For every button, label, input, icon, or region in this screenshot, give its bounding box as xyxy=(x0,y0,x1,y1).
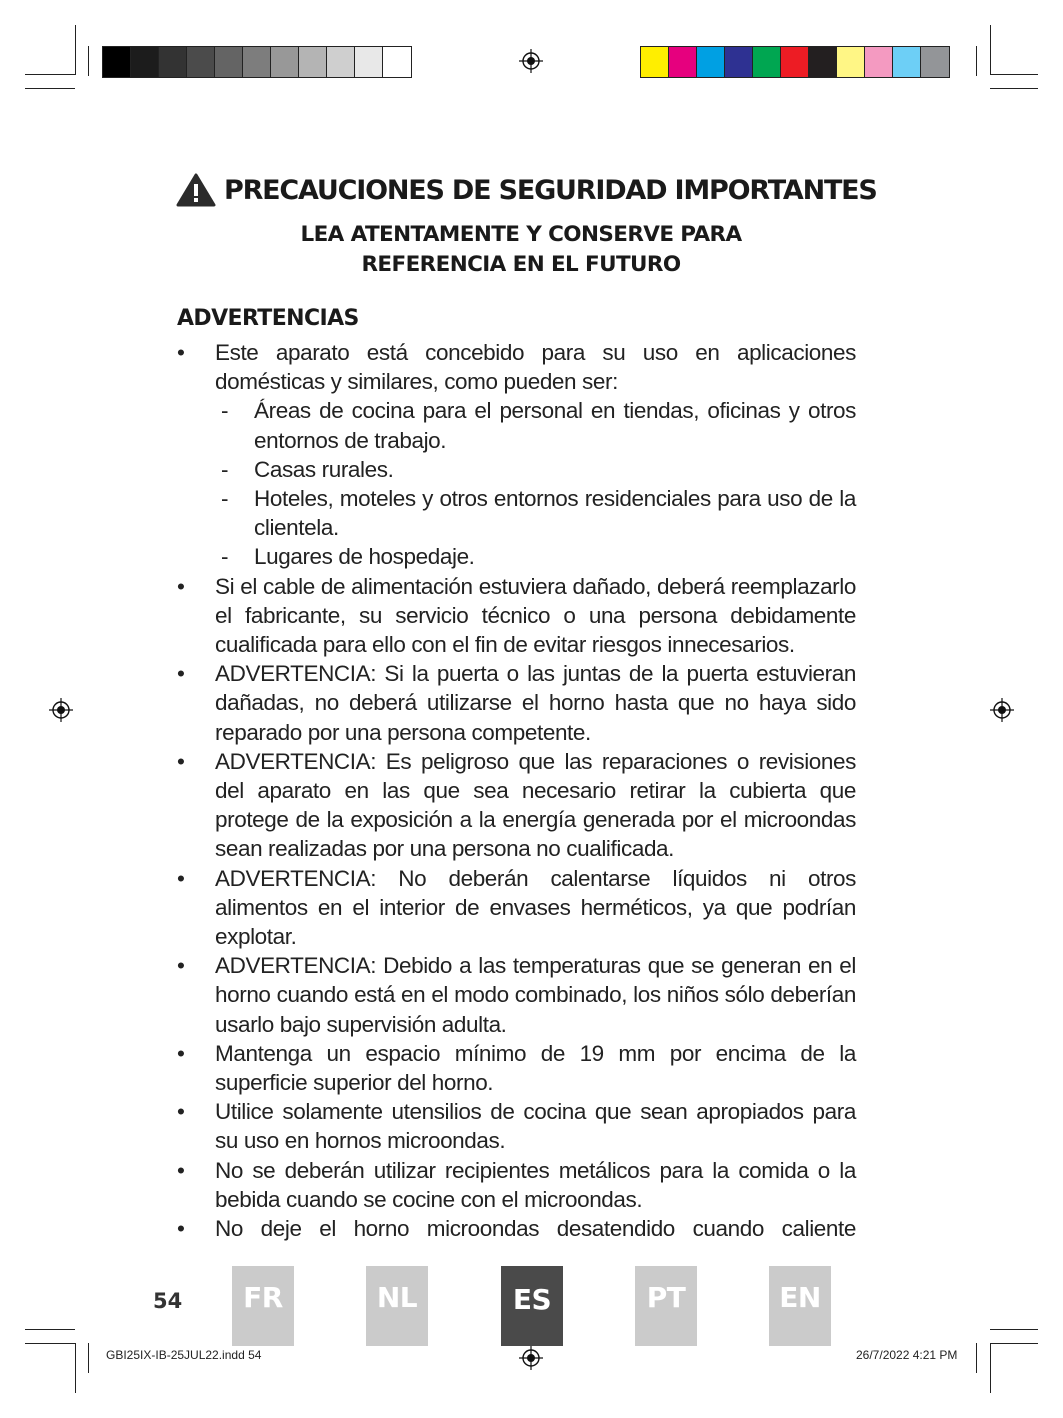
color-swatch xyxy=(753,47,781,77)
language-tab-en[interactable]: EN xyxy=(769,1266,831,1346)
language-tab-pt[interactable]: PT xyxy=(635,1266,697,1346)
crop-mark xyxy=(990,88,1038,89)
color-swatch xyxy=(299,47,327,77)
color-swatch xyxy=(837,47,865,77)
color-swatch xyxy=(383,47,411,77)
crop-mark xyxy=(990,74,1038,75)
color-swatch xyxy=(809,47,837,77)
warnings-list xyxy=(177,338,856,1243)
crop-mark xyxy=(88,1343,89,1373)
page-title xyxy=(176,170,877,210)
color-swatch xyxy=(893,47,921,77)
language-tab-nl[interactable]: NL xyxy=(366,1266,428,1346)
file-slug: GBI25IX-IB-25JUL22.indd 54 xyxy=(106,1348,262,1362)
list-item: • No deje el horno microondas desatendido cuando caliente xyxy=(177,1214,856,1243)
language-tab-fr[interactable]: FR xyxy=(232,1266,294,1346)
color-swatch xyxy=(159,47,187,77)
subtitle-line: REFERENCIA EN EL FUTURO xyxy=(361,252,681,277)
sub-list-item: - Hoteles, moteles y otros entornos residenciales para uso de la clientela. xyxy=(177,484,856,542)
crop-mark xyxy=(976,1343,977,1373)
color-swatch xyxy=(921,47,949,77)
sub-list-item: - Casas rurales. xyxy=(177,455,856,484)
registration-mark-icon xyxy=(519,1346,543,1370)
color-swatch xyxy=(103,47,131,77)
date-slug: 26/7/2022 4:21 PM xyxy=(856,1348,958,1362)
registration-mark-icon xyxy=(49,698,73,722)
list-item: • Si el cable de alimentación estuviera dañado, deberá reemplazarlo el fabricante, su servicio técnico o una persona debidamente cualificada para ello con el fin de evitar riesgos innecesarios. xyxy=(177,572,856,660)
crop-mark xyxy=(990,1343,1038,1344)
subtitle-line: LEA ATENTAMENTE Y CONSERVE PARA xyxy=(300,222,742,247)
color-swatch xyxy=(243,47,271,77)
list-item: • ADVERTENCIA: Debido a las temperaturas que se generan en el horno cuando está en el modo combinado, los niños sólo deberían usarlo bajo supervisión adulta. xyxy=(177,951,856,1039)
color-swatch xyxy=(781,47,809,77)
list-item: • No se deberán utilizar recipientes metálicos para la comida o la bebida cuando se cocine con el microondas. xyxy=(177,1156,856,1214)
page-subtitle xyxy=(176,220,866,280)
warning-triangle-icon xyxy=(176,173,216,207)
list-item: • ADVERTENCIA: Es peligroso que las reparaciones o revisiones del aparato en las que sea necesario retirar la cubierta que protege de la exposición a la energía generada por el microondas sean realizadas por una persona no cualificada. xyxy=(177,747,856,864)
sub-list-item: - Áreas de cocina para el personal en tiendas, oficinas y otros entornos de trabajo. xyxy=(177,396,856,454)
crop-mark xyxy=(25,1343,75,1344)
color-swatch xyxy=(215,47,243,77)
process-color-bar xyxy=(640,46,950,78)
crop-mark xyxy=(25,88,75,89)
crop-mark xyxy=(88,46,89,76)
list-item: • Mantenga un espacio mínimo de 19 mm por encima de la superficie superior del horno. xyxy=(177,1039,856,1097)
crop-mark xyxy=(25,74,75,75)
sub-list-item: - Lugares de hospedaje. xyxy=(177,542,856,571)
color-swatch xyxy=(327,47,355,77)
crop-mark xyxy=(75,25,76,75)
registration-mark-icon xyxy=(519,49,543,73)
list-item: • Este aparato está concebido para su uso en aplicaciones domésticas y similares, como pueden ser: xyxy=(177,338,856,396)
color-swatch xyxy=(669,47,697,77)
crop-mark xyxy=(990,1343,991,1393)
list-item: • ADVERTENCIA: Si la puerta o las juntas de la puerta estuvieran dañadas, no deberá utilizarse el horno hasta que no haya sido reparado por una persona competente. xyxy=(177,659,856,747)
language-tab-es[interactable]: ES xyxy=(501,1266,563,1346)
page-number: 54 xyxy=(153,1289,183,1313)
color-swatch xyxy=(271,47,299,77)
section-heading: ADVERTENCIAS xyxy=(177,306,359,331)
crop-mark xyxy=(976,46,977,76)
crop-mark xyxy=(75,1343,76,1393)
color-swatch xyxy=(355,47,383,77)
page-title-text: PRECAUCIONES DE SEGURIDAD IMPORTANTES xyxy=(224,174,877,206)
color-swatch xyxy=(725,47,753,77)
color-swatch xyxy=(187,47,215,77)
color-swatch xyxy=(697,47,725,77)
registration-mark-icon xyxy=(990,698,1014,722)
list-item: • Utilice solamente utensilios de cocina que sean apropiados para su uso en hornos microondas. xyxy=(177,1097,856,1155)
list-item: • ADVERTENCIA: No deberán calentarse líquidos ni otros alimentos en el interior de envases herméticos, ya que podrían explotar. xyxy=(177,864,856,952)
grayscale-color-bar xyxy=(102,46,412,78)
crop-mark xyxy=(25,1329,75,1330)
crop-mark xyxy=(990,1329,1038,1330)
crop-mark xyxy=(990,25,991,75)
color-swatch xyxy=(865,47,893,77)
color-swatch xyxy=(641,47,669,77)
color-swatch xyxy=(131,47,159,77)
